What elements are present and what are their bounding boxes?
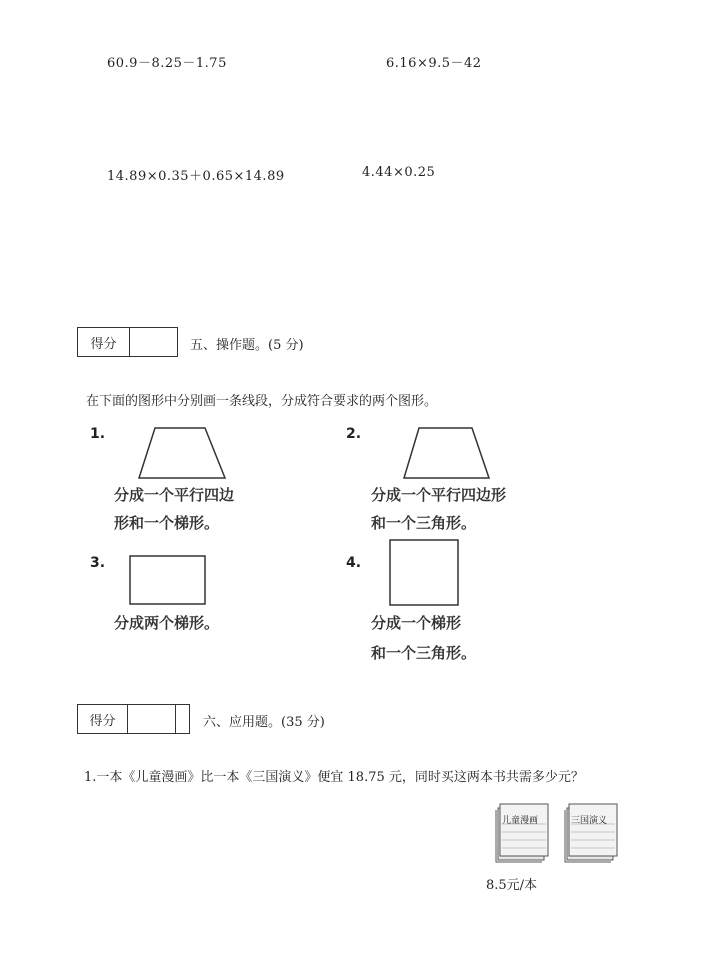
score-blank[interactable] [128, 705, 176, 733]
score-box-section6 [77, 704, 190, 734]
section5-instruction: 在下面的图形中分别画一条线段，分成符合要求的两个图形。 [86, 394, 438, 409]
item-task-1-line2: 形和一个梯形。 [114, 514, 220, 532]
score-blank-extra [176, 705, 188, 733]
score-box-section5 [77, 327, 178, 357]
item-task-1-line1: 分成一个平行四边 [114, 486, 235, 504]
score-blank[interactable] [130, 328, 177, 356]
book-title-2: 三国演义 [571, 816, 608, 826]
trapezoid-shape-1[interactable] [136, 426, 228, 481]
item-task-2-line2: 和一个三角形。 [371, 514, 477, 532]
calc-3: 14.89×0.35＋0.65×14.89 [107, 169, 285, 184]
rectangle-shape-3[interactable] [128, 554, 208, 607]
item-number-2: 2. [346, 426, 362, 442]
book-title-1: 儿童漫画 [502, 816, 539, 826]
section5-title: 五、操作题。(5 分) [190, 338, 304, 353]
item-number-3: 3. [90, 555, 106, 571]
book-icon-2 [563, 802, 621, 864]
score-label: 得分 [78, 328, 130, 356]
item-task-4-line1: 分成一个梯形 [371, 614, 462, 632]
score-label: 得分 [78, 705, 128, 733]
section6-title: 六、应用题。(35 分) [203, 715, 325, 730]
item-task-4-line2: 和一个三角形。 [371, 644, 477, 662]
book-icon-1 [494, 802, 552, 864]
trapezoid-shape-2[interactable] [402, 426, 492, 481]
item-task-3-line1: 分成两个梯形。 [114, 614, 220, 632]
square-shape-4[interactable] [388, 538, 462, 608]
calc-4: 4.44×0.25 [362, 165, 436, 180]
question-1: 1.一本《儿童漫画》比一本《三国演义》便宜 18.75 元，同时买这两本书共需多少元？ [84, 770, 584, 785]
book-price: 8.5元/本 [486, 878, 538, 893]
calc-1: 60.9－8.25－1.75 [107, 56, 227, 71]
item-number-1: 1. [90, 426, 106, 442]
calc-2: 6.16×9.5－42 [386, 56, 482, 71]
item-number-4: 4. [346, 555, 362, 571]
item-task-2-line1: 分成一个平行四边形 [371, 486, 507, 504]
